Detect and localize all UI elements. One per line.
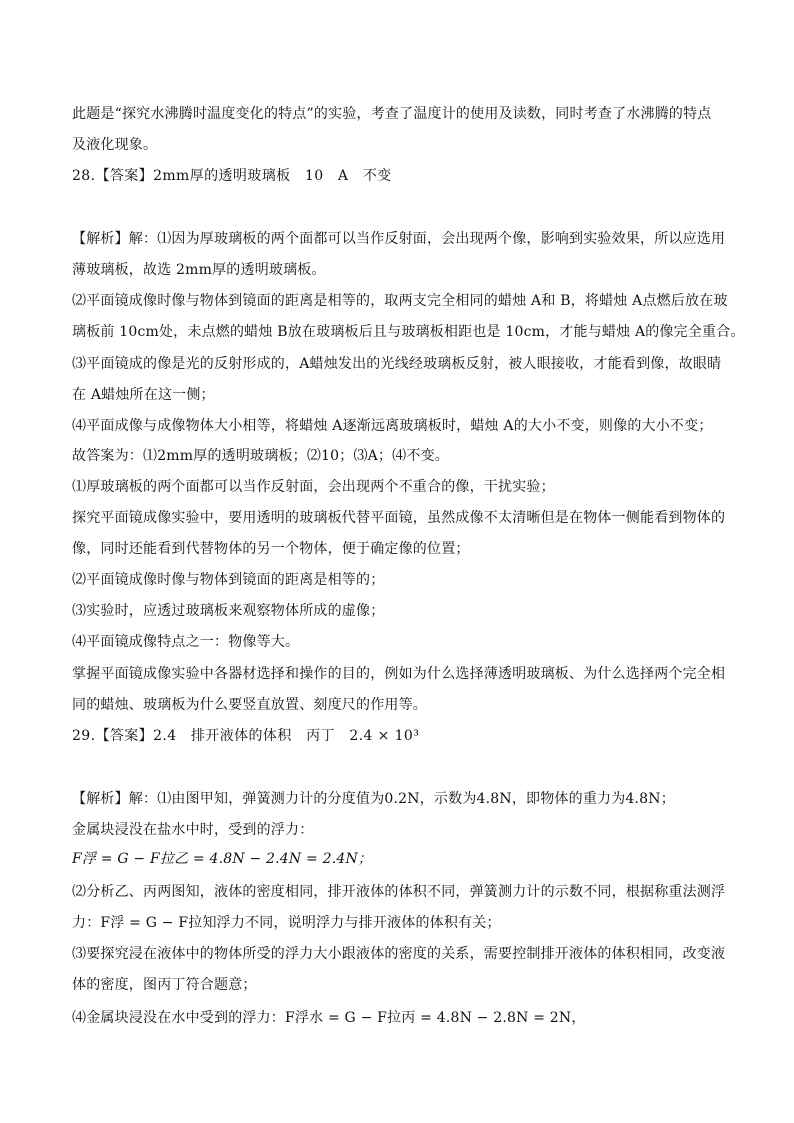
analysis-29-line: 【解析】解：⑴由图甲知，弹簧测力计的分度值为0.2N，示数为4.8N，即物体的重力为4.8N； xyxy=(72,791,675,807)
formula-line: F浮 = G − F拉乙 = 4.8N − 2.4N = 2.4N； xyxy=(72,851,373,867)
analysis-28-line: ⑶实验时，应透过玻璃板来观察物体所成的虚像； xyxy=(72,603,385,619)
analysis-28-line: ⑴厚玻璃板的两个面都可以当作反射面，会出现两个不重合的像，干扰实验； xyxy=(72,479,555,495)
analysis-29-line: 金属块浸没在盐水中时，受到的浮力： xyxy=(72,822,314,838)
analysis-29-line: 体的密度，图丙丁符合题意； xyxy=(72,977,257,993)
analysis-28-line: 【解析】解：⑴因为厚玻璃板的两个面都可以当作反射面，会出现两个像，影响到实验效果，所以应选用 xyxy=(72,231,726,247)
analysis-28-line: 故答案为：⑴2mm厚的透明玻璃板；⑵10；⑶A；⑷不变。 xyxy=(72,448,449,464)
analysis-28-line: 薄玻璃板，故选 2mm厚的透明玻璃板。 xyxy=(72,262,326,278)
analysis-28-line: 掌握平面镜成像实验中各器材选择和操作的目的，例如为什么选择薄透明玻璃板、为什么选择两个完全相 xyxy=(72,666,726,682)
analysis-28-line: ⑷平面镜成像特点之一：物像等大。 xyxy=(72,634,300,650)
analysis-28-line: 在 A蜡烛所在这一侧； xyxy=(72,387,215,403)
analysis-29-line: ⑵分析乙、丙两图知，液体的密度相同，排开液体的体积不同，弹簧测力计的示数不同，根据称重法测浮 xyxy=(72,884,726,900)
analysis-28-line: 像，同时还能看到代替物体的另一个物体，便于确定像的位置； xyxy=(72,541,470,557)
analysis-29-line: ⑶要探究浸在液体中的物体所受的浮力大小跟液体的密度的关系，需要控制排开液体的体积相同，改变液 xyxy=(72,946,726,962)
analysis-28-line: 探究平面镜成像实验中，要用透明的玻璃板代替平面镜，虽然成像不太清晰但是在物体一侧能看到物体的 xyxy=(72,510,726,526)
analysis-28-line: 璃板前 10cm处，未点燃的蜡烛 B放在玻璃板后且与玻璃板相距也是 10cm，才能与蜡烛 A的像完全重合。 xyxy=(72,324,745,340)
answer-28: 28.【答案】2mm厚的透明玻璃板 10 A 不变 xyxy=(72,168,392,184)
answer-29: 29.【答案】2.4 排开液体的体积 丙丁 2.4 × 10³ xyxy=(72,728,420,744)
text-line: 此题是“探究水沸腾时温度变化的特点”的实验，考查了温度计的使用及读数，同时考查了水沸腾的特点 xyxy=(72,106,712,122)
analysis-28-line: ⑵平面镜成像时像与物体到镜面的距离是相等的； xyxy=(72,572,385,588)
analysis-29-line: ⑷金属块浸没在水中受到的浮力：F浮水 = G − F拉丙 = 4.8N − 2.8N = 2N， xyxy=(72,1010,586,1026)
analysis-28-line: ⑵平面镜成像时像与物体到镜面的距离是相等的，取两支完全相同的蜡烛 A和 B，将蜡烛 A点燃后放在玻 xyxy=(72,293,728,309)
analysis-29-line: 力：F浮 = G − F拉知浮力不同，说明浮力与排开液体的体积有关； xyxy=(72,915,501,931)
analysis-28-line: 同的蜡烛、玻璃板为什么要竖直放置、刻度尺的作用等。 xyxy=(72,697,427,713)
text-line: 及液化现象。 xyxy=(72,137,158,153)
analysis-28-line: ⑷平面成像与成像物体大小相等，将蜡烛 A逐渐远离玻璃板时，蜡烛 A的大小不变，则像的大小不变； xyxy=(72,418,713,434)
analysis-28-line: ⑶平面镜成的像是光的反射形成的，A蜡烛发出的光线经玻璃板反射，被人眼接收，才能看到像，故眼睛 xyxy=(72,356,722,372)
